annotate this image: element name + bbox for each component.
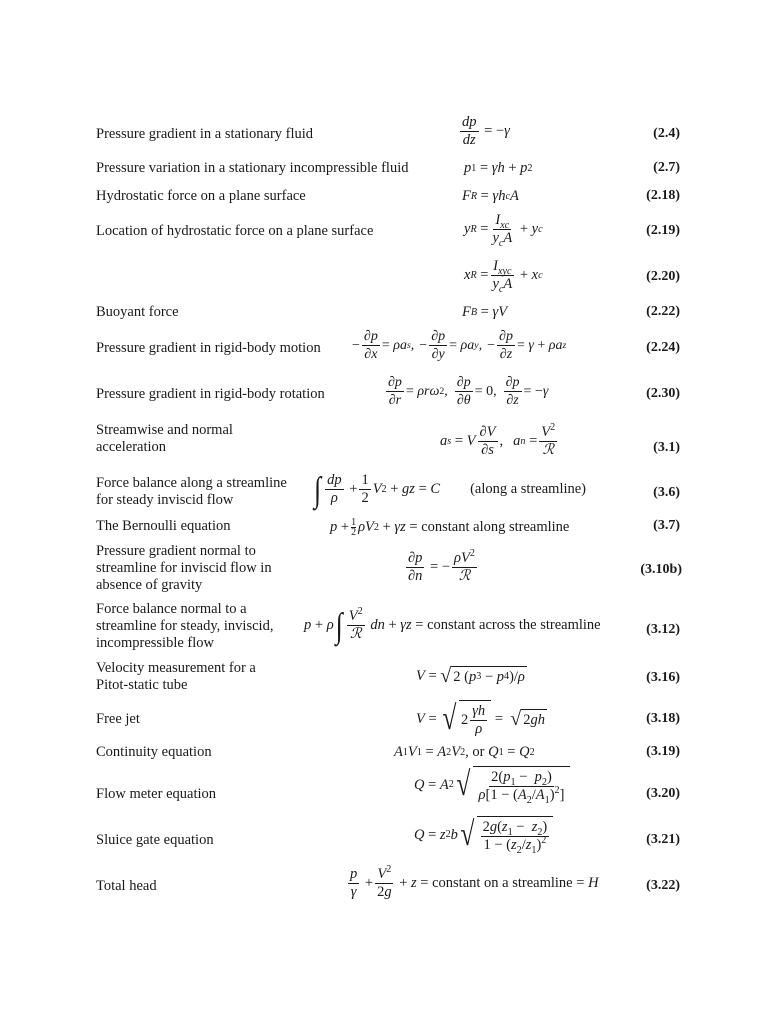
- equation-row-2-24: [0, 326, 768, 372]
- equation-number: (3.22): [646, 878, 680, 893]
- row-label: Force balance along a streamline for steady inviscid flow: [96, 475, 287, 508]
- equation-number: (3.10b): [640, 562, 682, 577]
- equation-number: (2.22): [646, 304, 680, 319]
- equation: p + ρ ∫ $\frac{V^2}{\text{ℛ}}$ dn + γz = constant across the streamline: [304, 605, 601, 645]
- equation: Q = z 2 b √ $\frac{2g(z_1 - z_2)}{1 - (z_2/z_1)^2}$: [414, 816, 553, 854]
- equation-row-3-12: [0, 600, 768, 656]
- row-label: Hydrostatic force on a plane surface: [96, 188, 306, 204]
- equation-number: (3.18): [646, 711, 680, 726]
- equation-row-3-21: [0, 816, 768, 866]
- equation-row-3-18: [0, 700, 768, 742]
- equation-number: (3.16): [646, 670, 680, 685]
- equation-number: (3.6): [653, 485, 680, 500]
- equation: F R = γh c A: [462, 188, 519, 204]
- row-label: Pressure gradient in rigid-body motion: [96, 340, 321, 356]
- row-label: Pressure gradient in a stationary fluid: [96, 126, 314, 142]
- row-label: Pressure variation in a stationary incompressible fluid: [96, 160, 409, 176]
- equation-number: (2.24): [646, 340, 680, 355]
- equation-note: (along a streamline): [470, 481, 587, 497]
- equation: A 1 V 1 = A 2 V 2 , or Q 1 = Q 2: [394, 744, 535, 760]
- equation-row-3-22: [0, 864, 768, 908]
- equation-row-3-1: [0, 420, 768, 472]
- equation-row-2-30: [0, 372, 768, 418]
- equation-note: constant on a streamline: [432, 875, 573, 891]
- equation: x R = $\frac{I_{xyc}}{y_cA}$ + x c: [464, 258, 543, 295]
- row-label: Continuity equation: [96, 744, 212, 760]
- row-label: Buoyant force: [96, 304, 179, 320]
- equation-number: (3.7): [653, 518, 680, 533]
- row-label: Force balance normal to a streamline for steady, inviscid, incompressible flow: [96, 601, 274, 651]
- equation: F B = γ V: [462, 304, 508, 320]
- equation: $\frac{\partial p}{\partial r}$ = ρrω 2 , $\frac{\partial p}{\partial\theta}$ = 0, $\frac{\partial p}{\partial z}$ = − γ: [388, 375, 549, 408]
- row-label: Pressure gradient in rigid-body rotation: [96, 386, 325, 402]
- equation: Q = A 2 √ $\frac{2(p_1 - p_2)}{\rho[1 - (A_2/A_1)^2]}$: [414, 766, 570, 804]
- row-label: The Bernoulli equation: [96, 518, 231, 534]
- equation-row-3-20: [0, 766, 768, 816]
- equation-number: (2.19): [646, 223, 680, 238]
- row-label: Location of hydrostatic force on a plane surface: [96, 223, 374, 239]
- equation: V = √ 2 $\frac{\gamma h}{\rho}$ = √ 2 gh: [416, 700, 545, 737]
- equation-row-3-10b: [0, 542, 768, 598]
- equation-number: (2.18): [646, 188, 680, 203]
- equation-number: (3.1): [653, 440, 680, 455]
- equation-note: constant across the streamline: [427, 617, 601, 633]
- equation-row-2-22: [0, 304, 768, 324]
- equation: $\frac{p}{\gamma}$ + $\frac{V^2}{2g}$ + z = constant on a streamline = H: [350, 864, 599, 900]
- row-label: Streamwise and normal acceleration: [96, 422, 233, 455]
- equation: p 1 = γh + p 2: [464, 160, 533, 176]
- equation: p + 1 2 ρV 2 + γz = constant along streamline: [330, 517, 570, 538]
- equation-row-2-7: [0, 160, 768, 180]
- equation-row-2-18: [0, 188, 768, 208]
- equation-row-3-7: [0, 518, 768, 538]
- row-label: Velocity measurement for a Pitot-static tube: [96, 660, 256, 693]
- equation: y R = $\frac{I_{xc}}{y_cA}$ + y c: [464, 212, 543, 249]
- equation-row-2-4: [0, 112, 768, 156]
- equation-row-2-19: [0, 210, 768, 256]
- equation-row-3-19: [0, 744, 768, 764]
- equation-row-2-20: [0, 256, 768, 302]
- row-label: Free jet: [96, 711, 140, 727]
- equation-note: constant along streamline: [421, 519, 570, 535]
- equation-number: (3.21): [646, 832, 680, 847]
- equation-number: (2.30): [646, 386, 680, 401]
- equation-number: (2.7): [653, 160, 680, 175]
- equation-row-3-6: [0, 469, 768, 514]
- equation: − $\frac{\partial p}{\partial x}$ = ρa s , − $\frac{\partial p}{\partial y}$ = ρa y , − $\frac{\partial p}{\partial z}$ = γ + ρa z: [352, 329, 567, 362]
- equation-number: (2.20): [646, 269, 680, 284]
- equation: a s = V $\frac{\partial V}{\partial s}$ , a n = $\frac{V^2}{\text{ℛ}}$: [440, 422, 556, 458]
- row-label: Flow meter equation: [96, 786, 217, 802]
- equation: V = √ 2 ( p 3 − p 4 )/ ρ: [416, 665, 525, 687]
- equation-number: (3.19): [646, 744, 680, 759]
- equation-number: (2.4): [653, 126, 680, 141]
- equation-row-3-16: [0, 660, 768, 698]
- equation: ∫ $\frac{dp}{\rho}$ + $\frac{1}{2}$ V 2 + gz = C (along a streamline): [314, 469, 587, 509]
- row-label: Sluice gate equation: [96, 832, 214, 848]
- equation: $\frac{\partial p}{\partial n}$ = − $\frac{\rho V^2}{\text{ℛ}}$: [408, 548, 475, 584]
- row-label: Pressure gradient normal to streamline for inviscid flow in absence of gravity: [96, 543, 272, 593]
- equation: $\frac{dp}{dz}$ = − γ: [462, 114, 510, 148]
- equation-number: (3.20): [646, 786, 680, 801]
- equation-number: (3.12): [646, 622, 680, 637]
- row-label: Total head: [96, 878, 157, 894]
